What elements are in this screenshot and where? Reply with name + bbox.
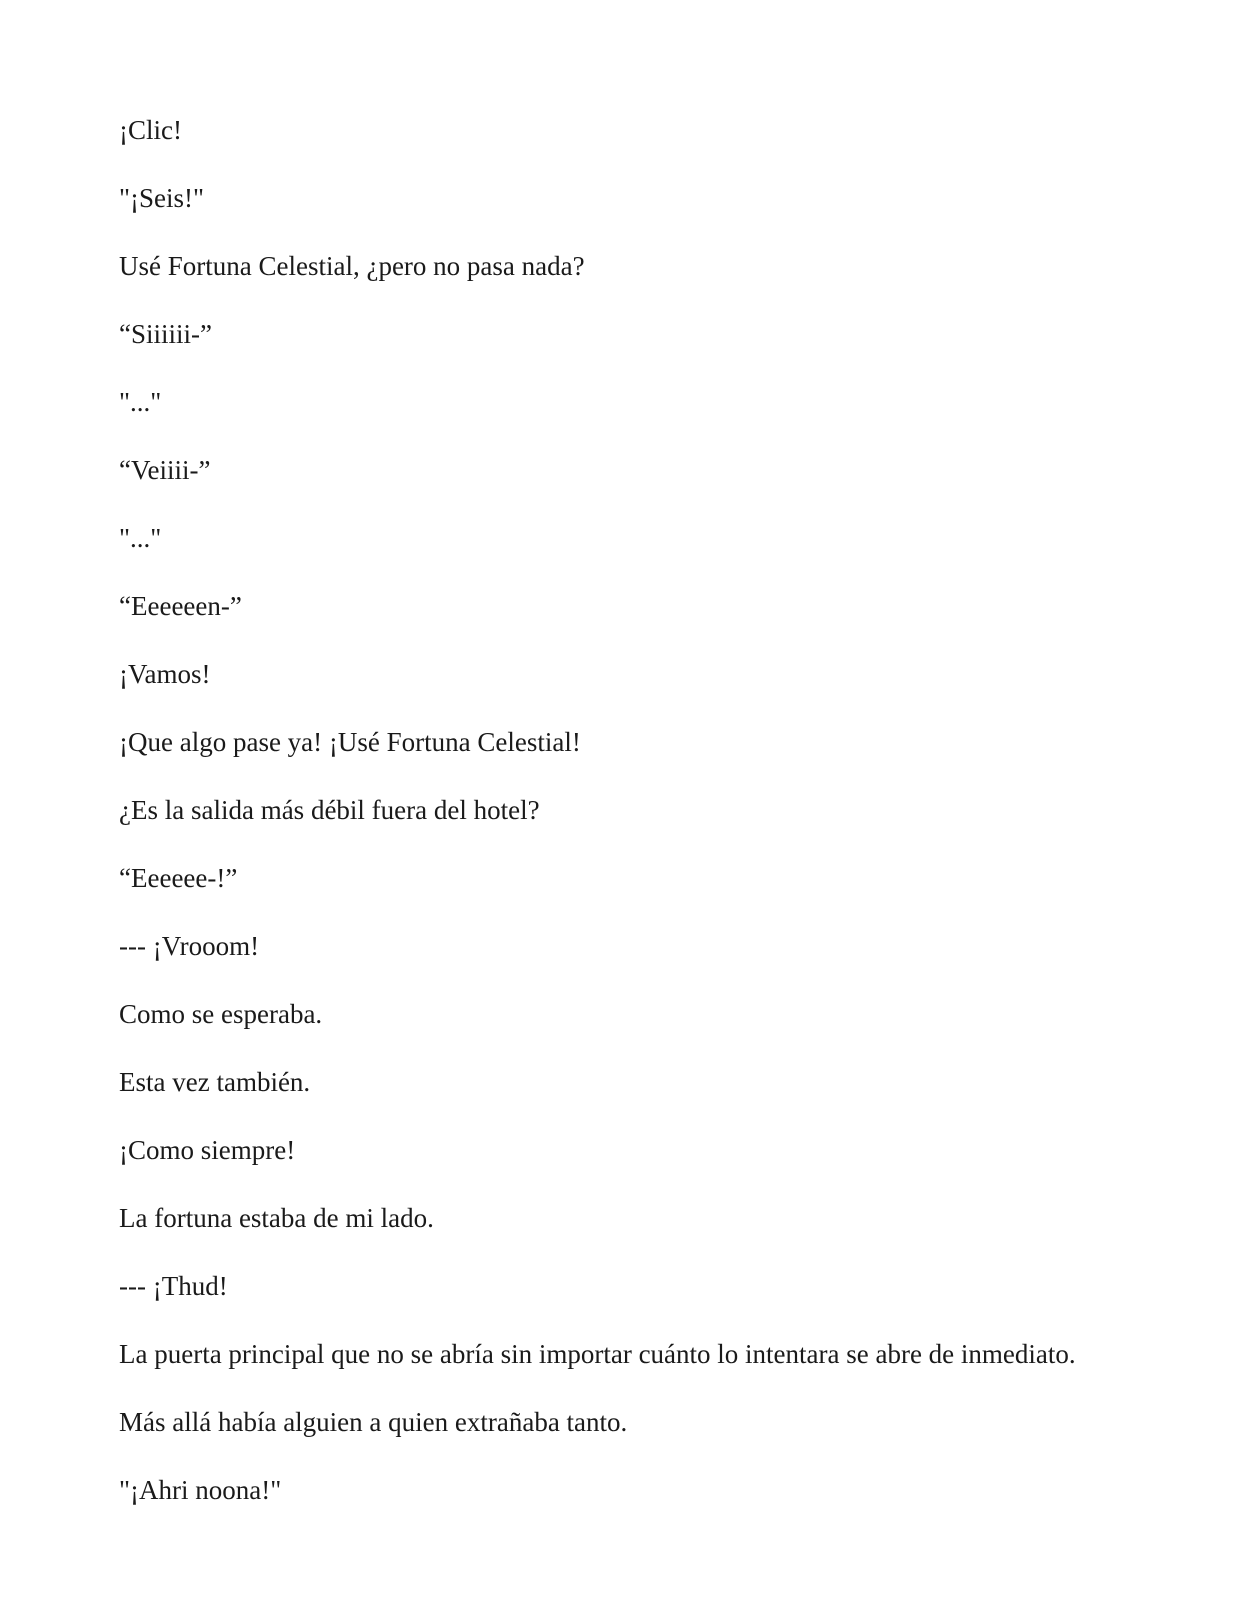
paragraph-1: ¡Clic! xyxy=(119,115,182,145)
paragraph-14: Como se esperaba. xyxy=(119,999,323,1029)
paragraph-11: ¿Es la salida más débil fuera del hotel? xyxy=(119,795,540,825)
paragraph-15: Esta vez también. xyxy=(119,1067,311,1097)
paragraph-16: ¡Como siempre! xyxy=(119,1135,296,1165)
paragraph-13: --- ¡Vrooom! xyxy=(119,931,260,961)
paragraph-5: "..." xyxy=(119,387,162,417)
paragraph-3: Usé Fortuna Celestial, ¿pero no pasa nada? xyxy=(119,251,585,281)
paragraph-8: “Eeeeeen-” xyxy=(119,591,242,621)
paragraph-12: “Eeeeee-!” xyxy=(119,863,238,893)
paragraph-18: --- ¡Thud! xyxy=(119,1271,228,1301)
paragraph-7: "..." xyxy=(119,523,162,553)
paragraph-20: Más allá había alguien a quien extrañaba tanto. xyxy=(119,1407,628,1437)
text-body xyxy=(119,114,1129,1542)
paragraph-2: "¡Seis!" xyxy=(119,183,205,213)
paragraph-6: “Veiiii-” xyxy=(119,455,211,485)
paragraph-19: La puerta principal que no se abría sin importar cuánto lo intentara se abre de inmediato. xyxy=(119,1339,1076,1369)
paragraph-4: “Siiiiii-” xyxy=(119,319,212,349)
paragraph-10: ¡Que algo pase ya! ¡Usé Fortuna Celestial! xyxy=(119,727,581,757)
paragraph-17: La fortuna estaba de mi lado. xyxy=(119,1203,434,1233)
paragraph-9: ¡Vamos! xyxy=(119,659,211,689)
paragraph-21: "¡Ahri noona!" xyxy=(119,1475,282,1505)
